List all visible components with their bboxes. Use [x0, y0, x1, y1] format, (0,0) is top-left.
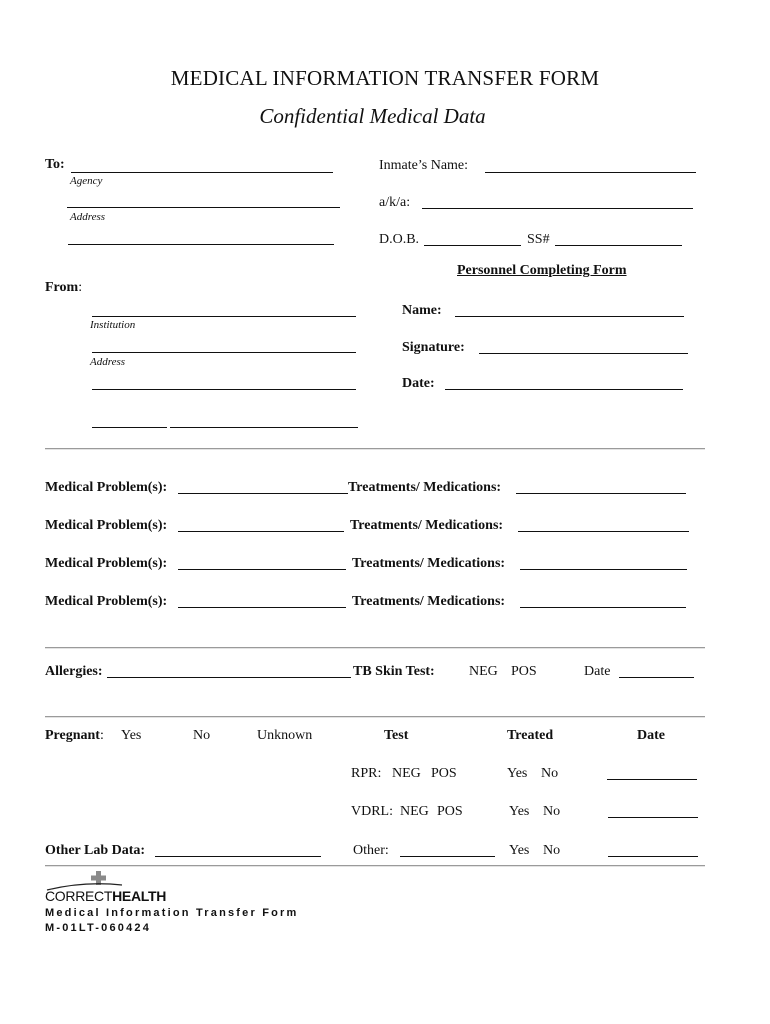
from-state-zip-field[interactable] [170, 411, 358, 428]
other-lab-data-field[interactable] [155, 840, 321, 857]
other-test-field[interactable] [400, 840, 495, 857]
personnel-date-label: Date: [402, 376, 435, 391]
pregnant-no-option[interactable]: No [193, 728, 211, 743]
logo-bold-text: HEALTH [112, 888, 167, 904]
medical-problem-label: Medical Problem(s): [45, 556, 168, 571]
allergies-field[interactable] [107, 661, 351, 678]
treated-no-option[interactable]: No [543, 804, 561, 819]
treatment-label: Treatments/ Medications: [348, 480, 502, 495]
lab-test-name: VDRL: [351, 804, 393, 819]
institution-caption: Institution [90, 319, 136, 331]
lab-neg-option[interactable]: NEG [400, 804, 429, 819]
treated-column-header: Treated [507, 728, 554, 743]
from-label-text: From [45, 280, 79, 295]
from-address-field[interactable] [92, 336, 356, 353]
section-divider [45, 865, 705, 867]
personnel-name-label: Name: [402, 303, 442, 318]
pregnant-label-text: Pregnant [45, 728, 100, 743]
lab-pos-option[interactable]: POS [437, 804, 463, 819]
signature-label: Signature: [402, 340, 465, 355]
tb-date-label: Date [584, 664, 611, 679]
section-divider [45, 448, 705, 450]
from-address-line2-field[interactable] [92, 373, 356, 390]
dob-field[interactable] [424, 229, 521, 246]
treatment-field[interactable] [520, 591, 686, 608]
treated-no-option[interactable]: No [541, 766, 559, 781]
medical-problem-field[interactable] [178, 515, 344, 532]
treatment-label: Treatments/ Medications: [352, 594, 506, 609]
ss-field[interactable] [555, 229, 682, 246]
form-subtitle: Confidential Medical Data [259, 104, 486, 128]
from-institution-field[interactable] [92, 300, 356, 317]
treatment-field[interactable] [520, 553, 687, 570]
personnel-name-field[interactable] [455, 300, 684, 317]
agency-caption: Agency [70, 175, 103, 187]
treatment-field[interactable] [516, 477, 686, 494]
medical-problem-label: Medical Problem(s): [45, 480, 168, 495]
tb-neg-option[interactable]: NEG [469, 664, 498, 679]
from-city-field[interactable] [92, 411, 167, 428]
to-address-caption: Address [70, 211, 106, 223]
to-agency-field[interactable] [71, 156, 333, 173]
lab-neg-option[interactable]: NEG [392, 766, 421, 781]
lab-date-field[interactable] [607, 763, 697, 780]
lab-test-name: RPR: [351, 766, 382, 781]
correct-health-logo [44, 869, 167, 905]
aka-field[interactable] [422, 192, 693, 209]
other-test-label: Other: [353, 843, 389, 858]
footer-form-name: Medical Information Transfer Form [45, 907, 299, 919]
treated-no-option[interactable]: No [543, 843, 561, 858]
treatment-field[interactable] [518, 515, 689, 532]
treatment-label: Treatments/ Medications: [352, 556, 506, 571]
inmate-name-label: Inmate’s Name: [379, 158, 469, 173]
to-address-line2-field[interactable] [68, 228, 334, 245]
inmate-name-field[interactable] [485, 156, 696, 173]
tb-skin-test-label: TB Skin Test: [353, 664, 435, 679]
section-divider [45, 716, 705, 718]
logo-wordmark [45, 888, 166, 904]
to-address-field[interactable] [67, 191, 340, 208]
test-column-header: Test [384, 728, 409, 743]
form-title: MEDICAL INFORMATION TRANSFER FORM [170, 66, 600, 90]
footer-form-code: M-01LT-060424 [45, 922, 152, 934]
medical-problem-label: Medical Problem(s): [45, 594, 168, 609]
pregnant-label [45, 727, 104, 744]
logo-regular-text: CORRECT [45, 888, 113, 904]
medical-problem-field[interactable] [178, 477, 348, 494]
pregnant-label-colon: : [99, 728, 104, 743]
dob-label: D.O.B. [379, 232, 420, 247]
date-column-header: Date [637, 728, 665, 743]
section-divider [45, 647, 705, 649]
medical-problem-field[interactable] [178, 553, 346, 570]
ss-label: SS# [527, 232, 550, 247]
tb-pos-option[interactable]: POS [511, 664, 537, 679]
to-label: To: [45, 157, 65, 172]
pregnant-yes-option[interactable]: Yes [121, 728, 142, 743]
lab-pos-option[interactable]: POS [431, 766, 457, 781]
treated-yes-option[interactable]: Yes [509, 804, 530, 819]
medical-problem-field[interactable] [178, 591, 346, 608]
medical-problem-label: Medical Problem(s): [45, 518, 168, 533]
from-label [45, 279, 82, 296]
other-lab-data-label: Other Lab Data: [45, 843, 146, 858]
signature-field[interactable] [479, 337, 688, 354]
tb-date-field[interactable] [619, 661, 694, 678]
treated-yes-option[interactable]: Yes [509, 843, 530, 858]
personnel-date-field[interactable] [445, 373, 683, 390]
personnel-heading: Personnel Completing Form [457, 263, 627, 278]
pregnant-unknown-option[interactable]: Unknown [257, 728, 313, 743]
allergies-label: Allergies: [45, 664, 103, 679]
aka-label: a/k/a: [379, 195, 411, 210]
treatment-label: Treatments/ Medications: [350, 518, 504, 533]
lab-date-field[interactable] [608, 840, 698, 857]
from-address-caption: Address [90, 356, 126, 368]
treated-yes-option[interactable]: Yes [507, 766, 528, 781]
from-label-colon: : [78, 280, 83, 295]
lab-date-field[interactable] [608, 801, 698, 818]
